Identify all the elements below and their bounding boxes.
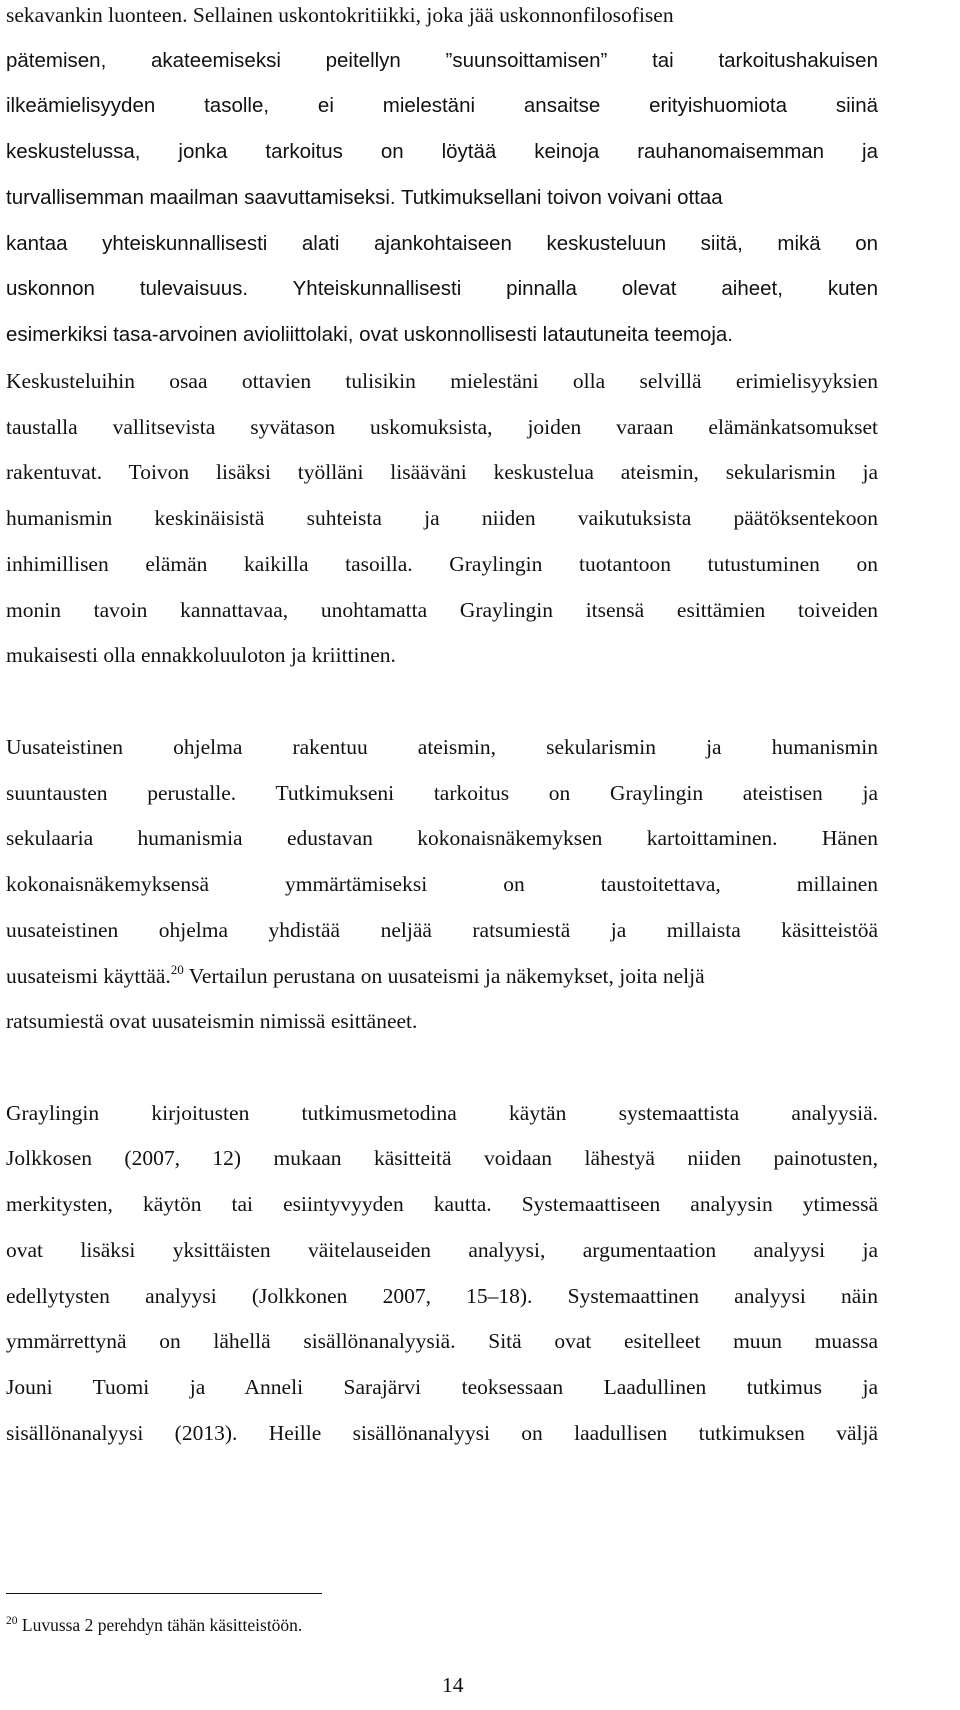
- body-line: taustalla vallitsevista syvätason uskomuksista, joiden varaan elämänkatsomukset: [6, 415, 878, 439]
- footnote-text: Luvussa 2 perehdyn tähän käsitteistöön.: [17, 1615, 303, 1635]
- body-line: ilkeämielisyyden tasolle, ei mielestäni ansaitse erityishuomiota siinä: [6, 94, 878, 117]
- body-line: mukaisesti olla ennakkoluuloton ja kriittinen.: [6, 643, 396, 667]
- body-line: Jolkkosen (2007, 12) mukaan käsitteitä voidaan lähestyä niiden painotusten,: [6, 1146, 878, 1170]
- body-line: monin tavoin kannattavaa, unohtamatta Graylingin itsensä esittämien toiveiden: [6, 598, 878, 622]
- body-line: Uusateistinen ohjelma rakentuu ateismin, sekularismin ja humanismin: [6, 735, 878, 759]
- body-text: uusateismi käyttää.: [6, 964, 171, 988]
- body-line: [6, 961, 878, 991]
- body-line: esimerkiksi tasa-arvoinen avioliittolaki, ovat uskonnollisesti latautuneita teemoja.: [6, 323, 733, 346]
- body-line: Graylingin kirjoitusten tutkimusmetodina käytän systemaattista analyysiä.: [6, 1101, 878, 1125]
- body-line: edellytysten analyysi (Jolkkonen 2007, 15–18). Systemaattinen analyysi näin: [6, 1284, 878, 1308]
- body-line: turvallisemman maailman saavuttamiseksi. Tutkimuksellani toivon voivani ottaa: [6, 186, 723, 209]
- body-line: Keskusteluihin osaa ottavien tulisikin mielestäni olla selvillä erimielisyyksien: [6, 369, 878, 393]
- body-line: sekulaaria humanismia edustavan kokonaisnäkemyksen kartoittaminen. Hänen: [6, 826, 878, 850]
- body-line: humanismin keskinäisistä suhteista ja niiden vaikutuksista päätöksentekoon: [6, 506, 878, 530]
- body-line: Jouni Tuomi ja Anneli Sarajärvi teoksessaan Laadullinen tutkimus ja: [6, 1375, 878, 1399]
- body-text: Vertailun perustana on uusateismi ja näkemykset, joita neljä: [183, 964, 705, 988]
- page-number: 14: [442, 1673, 464, 1697]
- footnote-separator: [6, 1593, 322, 1594]
- body-line: ymmärrettynä on lähellä sisällönanalyysiä. Sitä ovat esitelleet muun muassa: [6, 1329, 878, 1353]
- footnote-number: 20: [6, 1615, 18, 1627]
- body-line: pätemisen, akateemiseksi peitellyn ”suunsoittamisen” tai tarkoitushakuisen: [6, 49, 878, 72]
- body-line: sekavankin luonteen. Sellainen uskontokritiikki, joka jää uskonnonfilosofisen: [6, 3, 674, 27]
- body-line: keskustelussa, jonka tarkoitus on löytää keinoja rauhanomaisemman ja: [6, 140, 878, 163]
- body-line: sisällönanalyysi (2013). Heille sisällönanalyysi on laadullisen tutkimuksen väljä: [6, 1421, 878, 1445]
- body-line: rakentuvat. Toivon lisäksi työlläni lisääväni keskustelua ateismin, sekularismin ja: [6, 460, 878, 484]
- body-line: suuntausten perustalle. Tutkimukseni tarkoitus on Graylingin ateistisen ja: [6, 781, 878, 805]
- body-line: merkitysten, käytön tai esiintyvyyden kautta. Systemaattiseen analyysin ytimessä: [6, 1192, 878, 1216]
- body-line: uskonnon tulevaisuus. Yhteiskunnallisesti pinnalla olevat aiheet, kuten: [6, 277, 878, 300]
- body-line: ratsumiestä ovat uusateismin nimissä esittäneet.: [6, 1009, 418, 1033]
- footnote: [6, 1614, 706, 1636]
- footnote-reference: 20: [170, 962, 184, 977]
- body-line: ovat lisäksi yksittäisten väitelauseiden analyysi, argumentaation analyysi ja: [6, 1238, 878, 1262]
- body-line: inhimillisen elämän kaikilla tasoilla. Graylingin tuotantoon tutustuminen on: [6, 552, 878, 576]
- body-line: kantaa yhteiskunnallisesti alati ajankohtaiseen keskusteluun siitä, mikä on: [6, 232, 878, 255]
- body-line: uusateistinen ohjelma yhdistää neljää ratsumiestä ja millaista käsitteistöä: [6, 918, 878, 942]
- body-line: kokonaisnäkemyksensä ymmärtämiseksi on taustoitettava, millainen: [6, 872, 878, 896]
